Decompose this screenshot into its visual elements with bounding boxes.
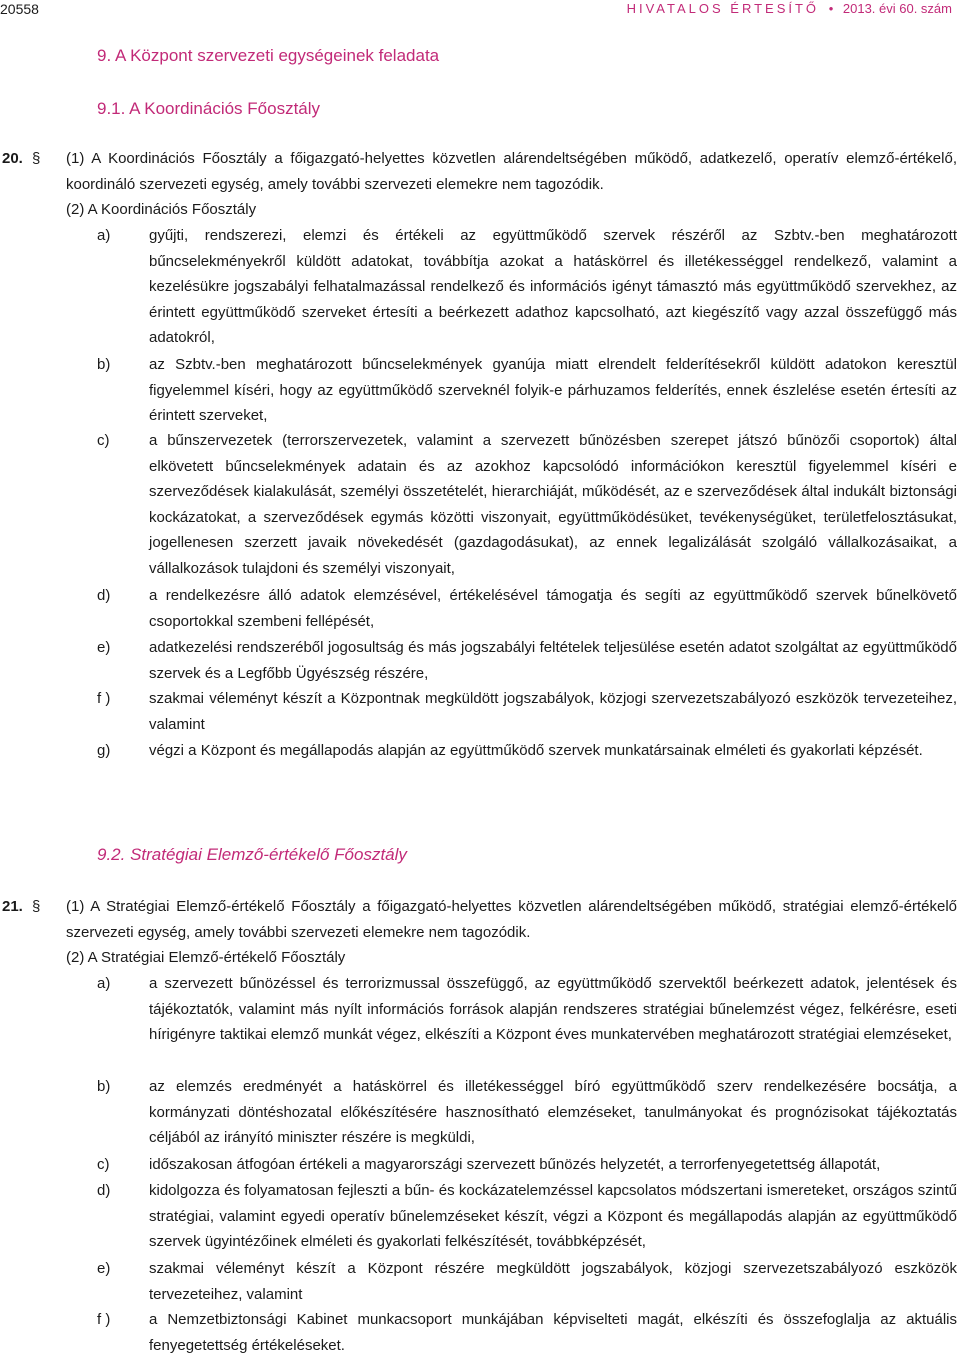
- list-item-20-d: [97, 583, 957, 634]
- list-item-21-d: [97, 1178, 957, 1255]
- item-label: b): [97, 356, 111, 373]
- list-item-20-c: [97, 428, 957, 581]
- item-label: b): [97, 1078, 111, 1095]
- publication-header: [627, 0, 952, 18]
- list-item-21-f: [97, 1307, 957, 1358]
- list-item-20-g: [97, 738, 957, 764]
- item-text: a szervezett bűnözéssel és terrorizmussal összefüggő, az együttműködő szervektől beérkezett adatok, jelentések és tájékoztatók, valamint más nyílt információs források alapján rendszeres stratégiai bűnelemzést végez, felkérésre, eseti hírigényre taktikai elemző munkát végez, elkészíti a Központ éves munkatervében meghatározott stratégiai elemzéseket,: [149, 975, 957, 1043]
- item-text: a rendelkezésre álló adatok elemzésével, értékelésével támogatja és segíti az együttműködő szervek bűnelkövető csoportokkal szembeni fellépését,: [149, 587, 957, 630]
- chapter-title: 9. A Központ szervezeti egységeinek feladata: [97, 46, 440, 65]
- list-item-21-a: [97, 971, 957, 1048]
- item-text: kidolgozza és folyamatosan fejleszti a bűn- és kockázatelemzéssel kapcsolatos módszertani ismereteket, országos szintű stratégiai, valamint egyedi operatív bűnelemzéseket készít, végzi a Központ és megállapodás alapján az együttműködő szervek ügyintézőinek elméleti és gyakorlati felkészítését, továbbképzését,: [149, 1182, 957, 1250]
- paragraph-20-1: (1) A Koordinációs Főosztály a főigazgató-helyettes közvetlen alárendeltségében működő, adatkezelő, operatív elemző-értékelő, koordináló szervezeti egység, amely további szervezeti elemekre nem tagozódik.: [66, 150, 957, 193]
- page-number: 20558: [0, 1, 39, 17]
- publication-title: HIVATALOS ÉRTESÍTŐ: [626, 1, 820, 16]
- list-item-21-c: [97, 1152, 957, 1178]
- item-label: g): [97, 742, 111, 759]
- item-text: végzi a Központ és megállapodás alapján az együttműködő szervek munkatársainak elméleti és gyakorlati képzését.: [149, 742, 923, 759]
- header-separator: •: [828, 1, 834, 16]
- item-label: a): [97, 975, 111, 992]
- item-text: szakmai véleményt készít a Központ részére megküldött jogszabályok, közjogi szervezetszabályozó eszközök tervezeteihez, valamint: [149, 1260, 957, 1303]
- paragraph-20-2: (2) A Koordinációs Főosztály: [66, 201, 257, 218]
- list-item-20-a: [97, 223, 957, 351]
- item-text: adatkezelési rendszeréből jogosultság és más jogszabályi feltételek teljesülése esetén adatot szolgáltat az együttműködő szervek és a Legfőbb Ügyészség részére,: [149, 639, 957, 682]
- item-label: f ): [97, 690, 111, 707]
- list-item-21-e: [97, 1256, 957, 1307]
- item-label: d): [97, 587, 111, 604]
- page-header: [0, 0, 960, 18]
- item-label: e): [97, 1260, 111, 1277]
- item-text: az Szbtv.-ben meghatározott bűncselekmények gyanúja miatt elrendelt felderítésekről küldött adatokon keresztül figyelemmel kíséri, hogy az együttműködő szerveknél folyik-e párhuzamos felderítés, ennek észlelése esetén értesíti az érintett szerveket,: [149, 356, 957, 424]
- item-label: c): [97, 1156, 110, 1173]
- section-title-91: 9.1. A Koordinációs Főosztály: [97, 99, 321, 118]
- item-label: d): [97, 1182, 111, 1199]
- list-item-20-b: [97, 352, 957, 429]
- item-label: c): [97, 432, 110, 449]
- item-text: gyűjti, rendszerezi, elemzi és értékeli az együttműködő szervek részéről az Szbtv.-ben meghatározott bűncselekményekről küldött adatokat, továbbítja azokat a hatáskörrel és illetékességgel rendelkező, valamint a kezelésükre jogszabályi felhatalmazással rendelkező és információs igényt támasztó más együttműködő szervekhez, az érintett együttműködő szerveket értesíti a beérkezett adathoz kapcsolható, azt kiegészítő vagy azzal összefüggő más adatokról,: [149, 227, 957, 346]
- section-title-92: 9.2. Stratégiai Elemző-értékelő Főosztály: [97, 845, 407, 864]
- issue-label: 2013. évi 60. szám: [842, 1, 952, 16]
- paragraph-21-1: (1) A Stratégiai Elemző-értékelő Főosztály a főigazgató-helyettes közvetlen alárendeltségében működő, stratégiai elemző-értékelő szervezeti egység, amely további szervezeti elemekre nem tagozódik.: [66, 898, 957, 941]
- item-text: szakmai véleményt készít a Központnak megküldött jogszabályok, közjogi szervezetszabályozó eszközök tervezeteihez, valamint: [149, 690, 957, 733]
- paragraph-21-2: (2) A Stratégiai Elemző-értékelő Főosztály: [66, 949, 346, 966]
- section-number-20: 20.: [2, 150, 23, 167]
- section-number-21: 21.: [2, 898, 23, 915]
- list-item-21-b: [97, 1074, 957, 1151]
- item-label: e): [97, 639, 111, 656]
- item-text: az elemzés eredményét a hatáskörrel és illetékességgel bíró együttműködő szerv rendelkezésére bocsátja, a kormányzati döntéshozatal előkészítésére hasznosítható elemzéseket, tanulmányokat és prognózisokat tájékoztatás céljából az irányító miniszter részére is megküldi,: [149, 1078, 957, 1146]
- list-item-20-f: [97, 686, 957, 737]
- item-text: a bűnszervezetek (terrorszervezetek, valamint a szervezett bűnözésben szerepet játszó bűnözői csoportok) által elkövetett bűncselekmények adatain és az azokhoz kapcsolódó információkon keresztül figyelemmel kíséri e szerveződések kialakulását, személyi összetételét, hierarchiáját, működését, az e szerveződések által indukált biztonsági kockázatokat, a szerveződések egymás közötti viszonyait, együttműködésüket, tevékenységüket, területfelosztásukat, jogellenesen szerzett javaik növekedését (gazdagodásukat), az ennek legalizálását szolgáló vállalkozásaikat, a vállalkozások tulajdoni és személyi viszonyait,: [149, 432, 957, 577]
- item-label: a): [97, 227, 111, 244]
- item-text: a Nemzetbiztonsági Kabinet munkacsoport munkájában képviselteti magát, elkészíti és összefoglalja az aktuális fenyegetettség értékeléseket.: [149, 1311, 957, 1354]
- item-text: időszakosan átfogóan értékeli a magyarországi szervezett bűnözés helyzetét, a terrorfenyegetettség állapotát,: [149, 1156, 881, 1173]
- item-label: f ): [97, 1311, 111, 1328]
- section-sign-20: §: [32, 150, 41, 167]
- list-item-20-e: [97, 635, 957, 686]
- section-sign-21: §: [32, 898, 41, 915]
